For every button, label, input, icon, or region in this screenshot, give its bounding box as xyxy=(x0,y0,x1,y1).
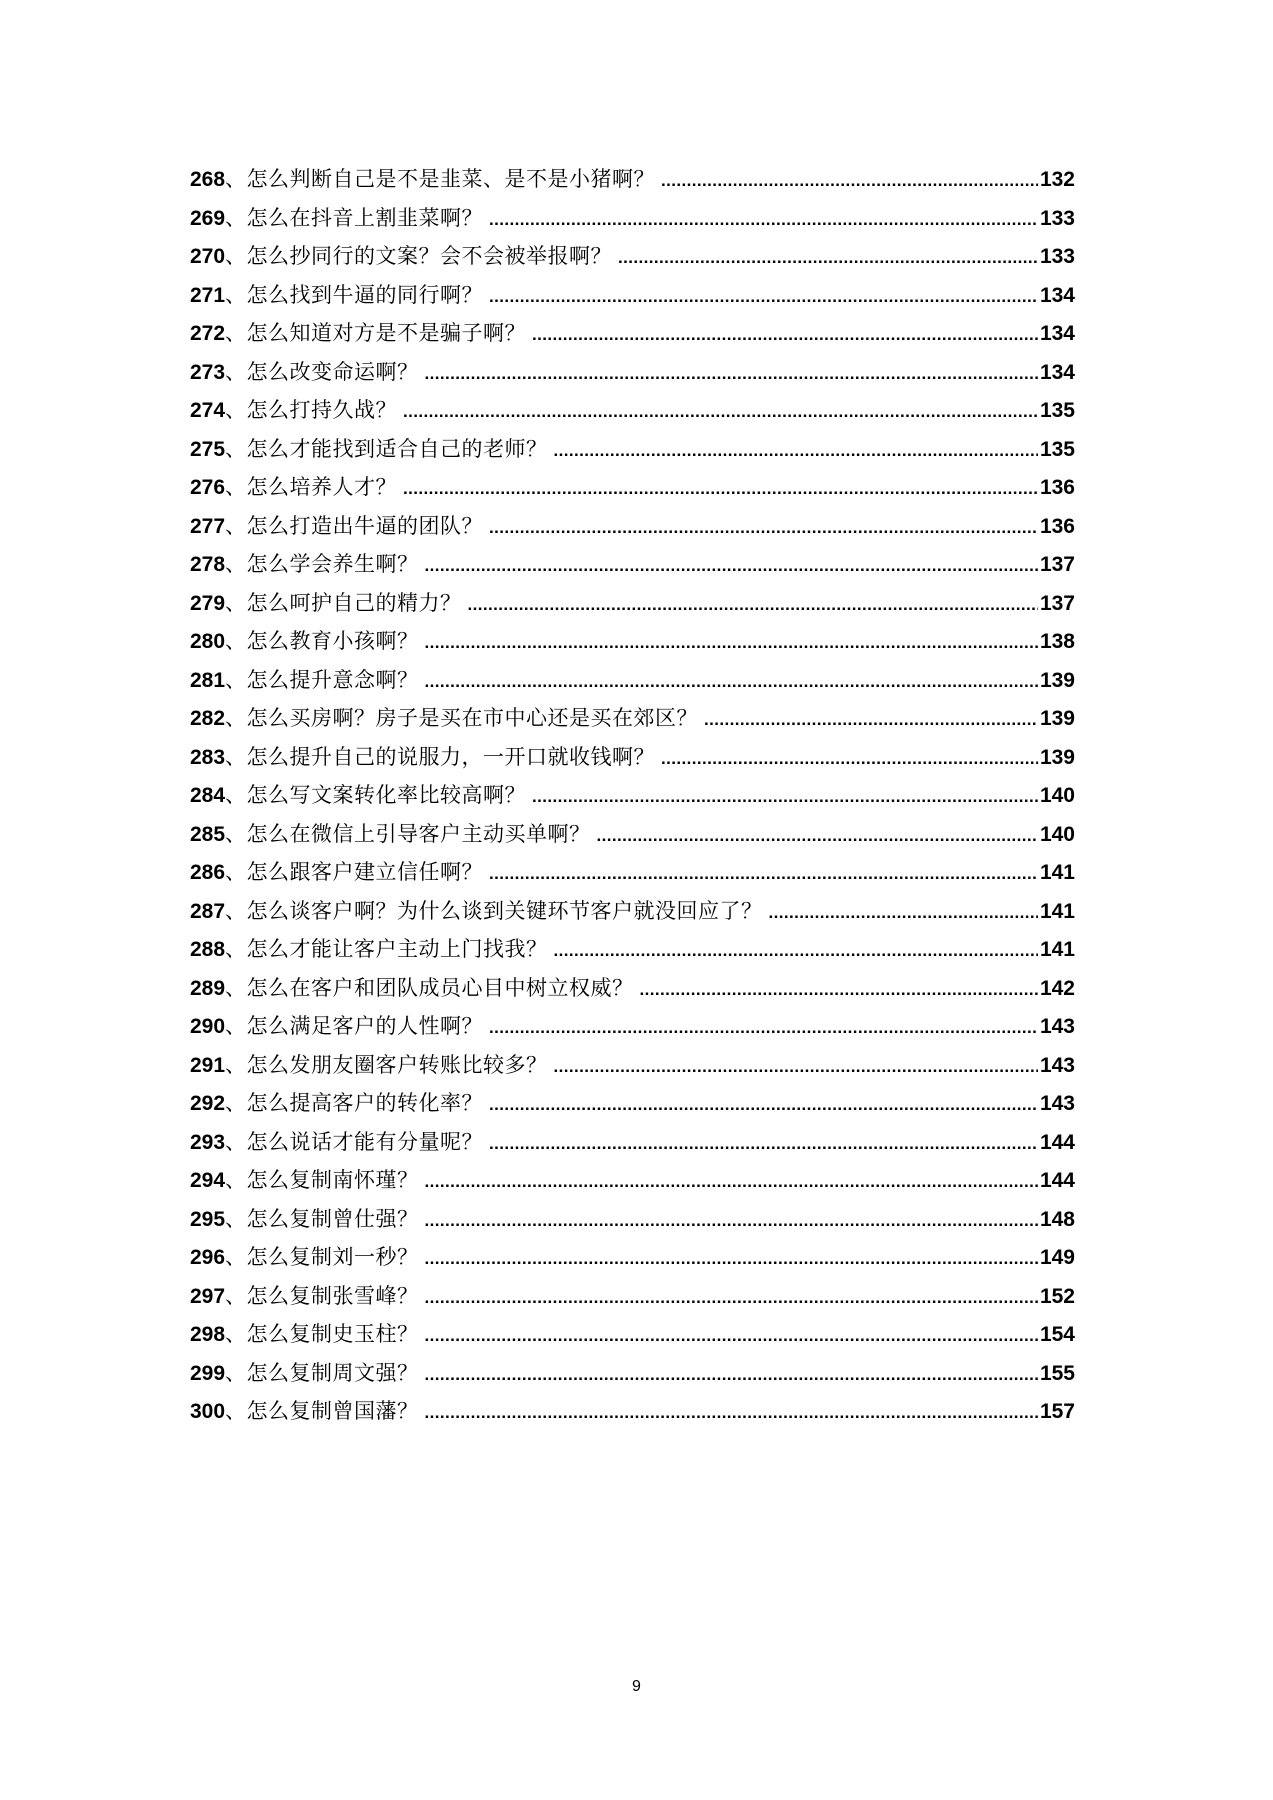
toc-entry-separator: 、 xyxy=(225,937,247,961)
toc-entry-title: 怎么提高客户的转化率？ xyxy=(246,1091,484,1115)
dot-leader xyxy=(425,547,1038,586)
toc-entry-separator: 、 xyxy=(225,1322,247,1346)
toc-entry-page: 142 xyxy=(1039,976,1075,1000)
toc-entry-separator: 、 xyxy=(225,1245,247,1269)
toc-entry-separator: 、 xyxy=(225,590,247,615)
toc-entry[interactable] xyxy=(190,1315,1075,1354)
toc-entry-number: 272 xyxy=(190,322,226,345)
dot-leader xyxy=(661,162,1038,201)
toc-entry-separator: 、 xyxy=(225,898,247,923)
toc-entry-title: 怎么复制南怀瑾？ xyxy=(246,1168,419,1192)
page-number: 9 xyxy=(632,1678,641,1695)
dot-leader xyxy=(403,470,1038,509)
toc-entry-title: 怎么说话才能有分量呢？ xyxy=(246,1129,484,1154)
toc-entry[interactable] xyxy=(190,276,1075,315)
dot-leader xyxy=(554,1048,1038,1087)
toc-entry-number: 299 xyxy=(190,1361,226,1385)
toc-entry-number: 286 xyxy=(190,861,226,884)
dot-leader xyxy=(554,432,1038,471)
toc-entry-page: 136 xyxy=(1039,514,1075,538)
toc-entry-title: 怎么谈客户啊？为什么谈到关键环节客户就没回应了？ xyxy=(246,898,763,923)
toc-entry-number: 276 xyxy=(190,476,226,499)
toc-entry[interactable] xyxy=(190,815,1075,854)
toc-entry-title: 怎么复制曾国藩？ xyxy=(246,1399,419,1423)
toc-entry[interactable] xyxy=(190,199,1075,238)
toc-entry-number: 270 xyxy=(190,245,226,268)
toc-entry-number: 269 xyxy=(190,206,226,230)
toc-entry-title: 怎么打持久战？ xyxy=(246,398,398,422)
toc-entry-separator: 、 xyxy=(225,1091,247,1115)
toc-entry-separator: 、 xyxy=(225,282,247,307)
toc-entry[interactable] xyxy=(190,699,1075,738)
toc-entry-page: 144 xyxy=(1039,1169,1075,1192)
toc-entry-title: 怎么写文案转化率比较高啊？ xyxy=(246,783,527,807)
dot-leader xyxy=(425,1356,1038,1395)
toc-entry[interactable] xyxy=(190,545,1075,584)
toc-entry-title: 怎么在抖音上割韭菜啊？ xyxy=(246,205,484,230)
toc-entry-number: 278 xyxy=(190,553,226,576)
toc-entry[interactable] xyxy=(190,584,1075,623)
dot-leader xyxy=(618,239,1038,278)
toc-entry[interactable] xyxy=(190,776,1075,815)
toc-entry-page: 148 xyxy=(1039,1207,1075,1231)
toc-entry[interactable] xyxy=(190,969,1075,1008)
dot-leader xyxy=(425,663,1038,702)
dot-leader xyxy=(597,817,1038,856)
toc-entry-separator: 、 xyxy=(225,975,247,1000)
toc-entry-title: 怎么教育小孩啊？ xyxy=(246,629,419,653)
toc-entry-title: 怎么呵护自己的精力？ xyxy=(246,590,462,615)
toc-entry-separator: 、 xyxy=(225,1206,247,1231)
toc-entry[interactable] xyxy=(190,314,1075,353)
toc-entry-separator: 、 xyxy=(225,744,247,769)
dot-leader xyxy=(425,1163,1038,1202)
toc-entry-number: 293 xyxy=(190,1130,226,1154)
toc-entry-number: 275 xyxy=(190,437,226,461)
toc-entry-page: 139 xyxy=(1039,745,1075,769)
toc-entry-number: 292 xyxy=(190,1092,226,1115)
dot-leader xyxy=(489,201,1038,240)
toc-entry-separator: 、 xyxy=(225,436,247,461)
toc-entry[interactable] xyxy=(190,353,1075,392)
toc-entry-separator: 、 xyxy=(225,321,247,345)
toc-entry-page: 134 xyxy=(1039,322,1075,345)
toc-entry[interactable] xyxy=(190,1084,1075,1123)
toc-entry-title: 怎么买房啊？房子是买在市中心还是买在郊区？ xyxy=(246,706,699,730)
toc-entry-title: 怎么在客户和团队成员心目中树立权威？ xyxy=(246,975,634,1000)
toc-entry-number: 268 xyxy=(190,168,226,191)
toc-entry-title: 怎么提升意念啊？ xyxy=(246,667,419,692)
toc-entry-page: 134 xyxy=(1039,360,1075,384)
toc-entry-title: 怎么判断自己是不是韭菜、是不是小猪啊？ xyxy=(246,167,656,191)
toc-entry-number: 285 xyxy=(190,822,226,846)
toc-entry-title: 怎么在微信上引导客户主动买单啊？ xyxy=(246,821,591,846)
dot-leader xyxy=(704,701,1038,740)
toc-entry-title: 怎么发朋友圈客户转账比较多？ xyxy=(246,1052,548,1077)
dot-leader xyxy=(425,1279,1038,1318)
toc-entry-separator: 、 xyxy=(225,359,247,384)
toc-entry-page: 140 xyxy=(1039,784,1075,807)
toc-entry-page: 139 xyxy=(1039,707,1075,730)
dot-leader xyxy=(640,971,1038,1010)
dot-leader xyxy=(403,393,1038,432)
dot-leader xyxy=(425,1240,1038,1279)
toc-entry[interactable] xyxy=(190,1161,1075,1200)
toc-entry[interactable] xyxy=(190,1277,1075,1316)
dot-leader xyxy=(489,1009,1038,1048)
dot-leader xyxy=(425,1202,1038,1241)
dot-leader xyxy=(489,278,1038,317)
toc-entry-page: 143 xyxy=(1039,1053,1075,1077)
toc-entry-page: 143 xyxy=(1039,1092,1075,1115)
toc-entry[interactable] xyxy=(190,1200,1075,1239)
toc-entry[interactable] xyxy=(190,391,1075,430)
toc-entry-separator: 、 xyxy=(225,1283,247,1308)
toc-entry-number: 296 xyxy=(190,1246,226,1269)
table-of-contents xyxy=(190,160,1075,1431)
toc-entry-separator: 、 xyxy=(225,706,247,730)
toc-entry-separator: 、 xyxy=(225,1014,247,1038)
dot-leader xyxy=(425,355,1038,394)
toc-entry-number: 271 xyxy=(190,283,226,307)
dot-leader xyxy=(489,855,1038,894)
toc-entry[interactable] xyxy=(190,1046,1075,1085)
toc-entry-title: 怎么复制周文强？ xyxy=(246,1360,419,1385)
toc-entry-separator: 、 xyxy=(225,205,247,230)
toc-entry-title: 怎么抄同行的文案？会不会被举报啊？ xyxy=(246,244,613,268)
dot-leader xyxy=(554,932,1038,971)
toc-entry-title: 怎么跟客户建立信任啊？ xyxy=(246,860,484,884)
toc-entry-separator: 、 xyxy=(225,1399,247,1423)
toc-entry-page: 152 xyxy=(1039,1284,1075,1308)
dot-leader xyxy=(425,624,1038,663)
toc-entry[interactable] xyxy=(190,430,1075,469)
dot-leader xyxy=(489,1125,1038,1164)
toc-entry-page: 141 xyxy=(1039,938,1075,961)
dot-leader xyxy=(489,509,1038,548)
toc-entry-page: 141 xyxy=(1039,899,1075,923)
toc-entry-page: 132 xyxy=(1039,168,1075,191)
toc-entry-page: 135 xyxy=(1039,399,1075,422)
toc-entry[interactable] xyxy=(190,160,1075,199)
toc-entry-title: 怎么打造出牛逼的团队？ xyxy=(246,513,484,538)
toc-entry-page: 155 xyxy=(1039,1361,1075,1385)
toc-entry-number: 297 xyxy=(190,1284,226,1308)
toc-entry-page: 135 xyxy=(1039,437,1075,461)
toc-entry[interactable] xyxy=(190,1354,1075,1393)
toc-entry-page: 138 xyxy=(1039,630,1075,653)
toc-entry[interactable] xyxy=(190,1123,1075,1162)
toc-entry-title: 怎么复制刘一秒？ xyxy=(246,1245,419,1269)
toc-entry-separator: 、 xyxy=(225,1052,247,1077)
toc-entry[interactable] xyxy=(190,1392,1075,1431)
toc-entry-separator: 、 xyxy=(225,552,247,576)
toc-entry[interactable] xyxy=(190,661,1075,700)
toc-entry[interactable] xyxy=(190,892,1075,931)
toc-entry-page: 141 xyxy=(1039,861,1075,884)
toc-entry-title: 怎么知道对方是不是骗子啊？ xyxy=(246,321,527,345)
toc-entry-page: 139 xyxy=(1039,668,1075,692)
dot-leader xyxy=(532,316,1038,355)
toc-entry-number: 288 xyxy=(190,938,226,961)
toc-entry-page: 143 xyxy=(1039,1015,1075,1038)
toc-entry-title: 怎么改变命运啊？ xyxy=(246,359,419,384)
toc-entry-title: 怎么学会养生啊？ xyxy=(246,552,419,576)
toc-entry[interactable] xyxy=(190,1238,1075,1277)
toc-entry-number: 279 xyxy=(190,591,226,615)
toc-entry-separator: 、 xyxy=(225,513,247,538)
toc-entry-page: 149 xyxy=(1039,1246,1075,1269)
dot-leader xyxy=(532,778,1038,817)
dot-leader xyxy=(425,1394,1038,1433)
toc-entry[interactable] xyxy=(190,930,1075,969)
toc-entry-page: 137 xyxy=(1039,591,1075,615)
toc-entry-title: 怎么复制史玉柱？ xyxy=(246,1322,419,1346)
dot-leader xyxy=(468,586,1038,625)
toc-entry-number: 281 xyxy=(190,668,226,692)
toc-entry-page: 144 xyxy=(1039,1130,1075,1154)
toc-entry-number: 273 xyxy=(190,360,226,384)
toc-entry[interactable] xyxy=(190,853,1075,892)
toc-entry-title: 怎么才能找到适合自己的老师？ xyxy=(246,436,548,461)
toc-entry-number: 294 xyxy=(190,1169,226,1192)
toc-entry-title: 怎么提升自己的说服力，一开口就收钱啊？ xyxy=(246,744,656,769)
toc-entry[interactable] xyxy=(190,237,1075,276)
toc-entry[interactable] xyxy=(190,468,1075,507)
toc-entry-number: 295 xyxy=(190,1207,226,1231)
toc-entry-page: 140 xyxy=(1039,822,1075,846)
toc-entry-title: 怎么培养人才？ xyxy=(246,475,398,499)
toc-entry-separator: 、 xyxy=(225,783,247,807)
toc-entry-separator: 、 xyxy=(225,475,247,499)
dot-leader xyxy=(425,1317,1038,1356)
toc-entry-separator: 、 xyxy=(225,167,247,191)
toc-entry-number: 287 xyxy=(190,899,226,923)
toc-entry[interactable] xyxy=(190,622,1075,661)
toc-entry-number: 280 xyxy=(190,630,226,653)
toc-entry-title: 怎么才能让客户主动上门找我？ xyxy=(246,937,548,961)
toc-entry-number: 291 xyxy=(190,1053,226,1077)
toc-entry-page: 134 xyxy=(1039,283,1075,307)
toc-entry-separator: 、 xyxy=(225,821,247,846)
toc-entry-number: 277 xyxy=(190,514,226,538)
toc-entry-number: 284 xyxy=(190,784,226,807)
toc-entry-separator: 、 xyxy=(225,629,247,653)
toc-entry[interactable] xyxy=(190,738,1075,777)
dot-leader xyxy=(769,894,1038,933)
toc-entry-title: 怎么满足客户的人性啊？ xyxy=(246,1014,484,1038)
toc-entry[interactable] xyxy=(190,507,1075,546)
toc-entry-page: 133 xyxy=(1039,245,1075,268)
dot-leader xyxy=(489,1086,1038,1125)
toc-entry-separator: 、 xyxy=(225,244,247,268)
toc-entry-separator: 、 xyxy=(225,1129,247,1154)
toc-entry-page: 137 xyxy=(1039,553,1075,576)
toc-entry-number: 282 xyxy=(190,707,226,730)
toc-entry-separator: 、 xyxy=(225,667,247,692)
toc-entry-page: 136 xyxy=(1039,476,1075,499)
dot-leader xyxy=(661,740,1038,779)
toc-entry-title: 怎么复制张雪峰？ xyxy=(246,1283,419,1308)
toc-entry-page: 157 xyxy=(1039,1400,1075,1423)
toc-entry-page: 154 xyxy=(1039,1323,1075,1346)
toc-entry-separator: 、 xyxy=(225,1168,247,1192)
toc-entry-number: 290 xyxy=(190,1015,226,1038)
toc-entry[interactable] xyxy=(190,1007,1075,1046)
toc-entry-number: 289 xyxy=(190,976,226,1000)
toc-entry-separator: 、 xyxy=(225,1360,247,1385)
toc-entry-separator: 、 xyxy=(225,398,247,422)
toc-entry-page: 133 xyxy=(1039,206,1075,230)
toc-entry-separator: 、 xyxy=(225,860,247,884)
toc-entry-number: 300 xyxy=(190,1400,226,1423)
toc-entry-number: 274 xyxy=(190,399,226,422)
toc-entry-number: 283 xyxy=(190,745,226,769)
toc-entry-title: 怎么复制曾仕强？ xyxy=(246,1206,419,1231)
toc-entry-title: 怎么找到牛逼的同行啊？ xyxy=(246,282,484,307)
toc-entry-number: 298 xyxy=(190,1323,226,1346)
